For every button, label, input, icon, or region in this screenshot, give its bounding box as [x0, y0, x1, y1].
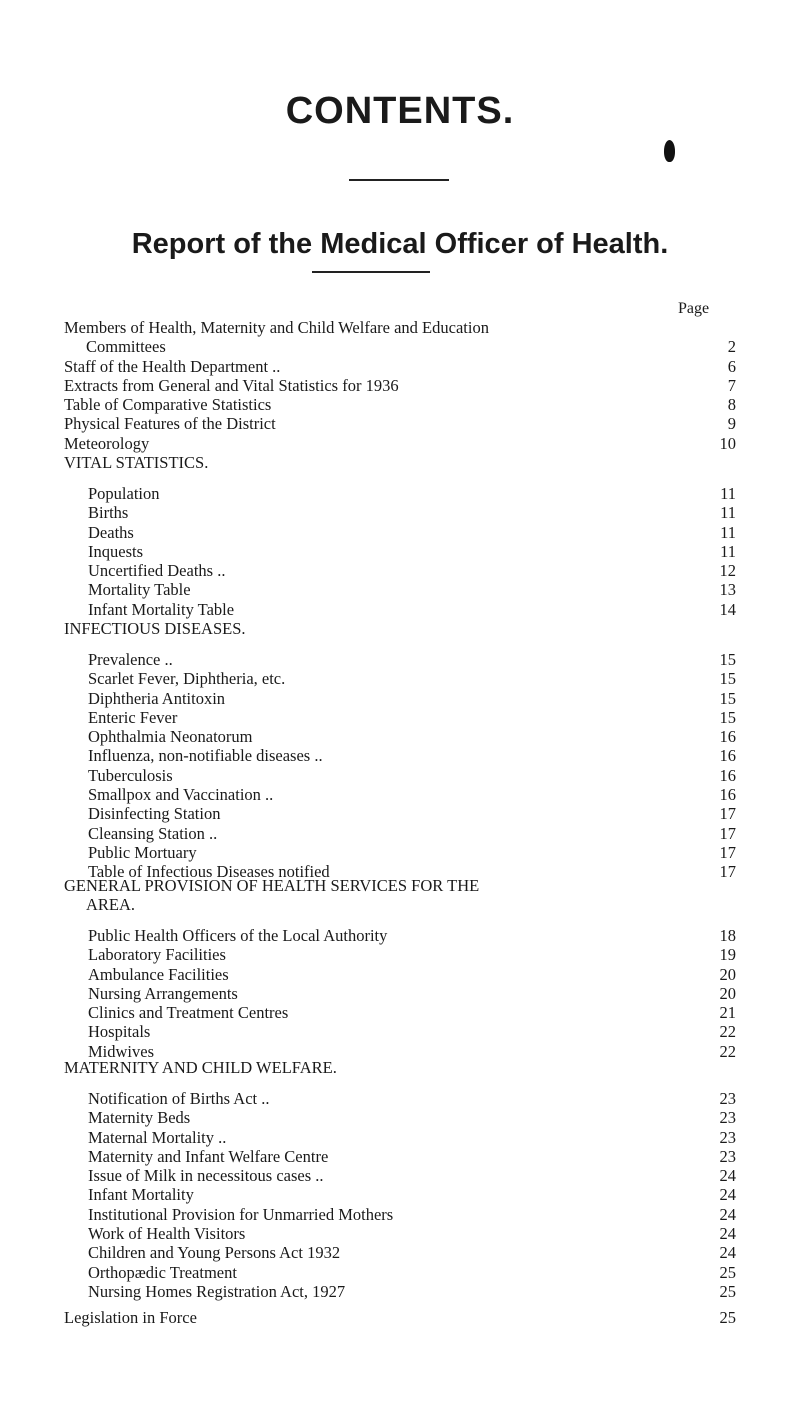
toc-entry-label: Laboratory Facilities	[88, 945, 226, 965]
toc-entry-page: 20	[719, 983, 736, 1003]
toc-entry-page: 21	[719, 1003, 736, 1023]
ink-blot	[664, 140, 675, 162]
toc-entry-page: 18	[719, 926, 736, 945]
section-heading-general	[64, 876, 479, 915]
toc-entry	[64, 1308, 736, 1327]
toc-entry	[64, 434, 736, 453]
toc-entry-page: 23	[719, 1127, 736, 1147]
toc-entry-label: Population	[88, 484, 160, 503]
toc-entry-label: Hospitals	[88, 1022, 151, 1042]
toc-entry	[88, 523, 736, 542]
toc-entry-page: 16	[719, 785, 736, 805]
toc-entry-page: 11	[720, 522, 736, 542]
toc-entry	[64, 414, 736, 433]
toc-entry	[88, 542, 736, 561]
toc-entry-label: Extracts from General and Vital Statistics for 1936	[64, 375, 399, 395]
toc-entry	[88, 689, 736, 708]
toc-entry-label: Maternity Beds	[88, 1108, 191, 1128]
toc-entry-page: 22	[719, 1041, 736, 1061]
divider-rule	[312, 271, 430, 273]
page-column-label: Page	[678, 300, 710, 317]
toc-entry	[88, 600, 736, 619]
toc-entry	[88, 804, 736, 823]
toc-entry	[88, 1022, 736, 1041]
toc-entry-label: Nursing Homes Registration Act, 1927	[88, 1281, 346, 1301]
vital-statistics-list	[88, 484, 736, 619]
toc-entry-label: Uncertified Deaths ..	[88, 561, 226, 581]
toc-entry	[64, 318, 736, 337]
toc-entry-page: 15	[719, 688, 736, 708]
toc-entry	[88, 1166, 736, 1185]
toc-entry-page: 6	[727, 356, 736, 376]
toc-entry-label: Maternal Mortality ..	[88, 1127, 227, 1147]
toc-entry	[88, 561, 736, 580]
toc-entry-page: 13	[719, 580, 736, 600]
toc-entry-page: 23	[719, 1146, 736, 1166]
toc-entry-page: 16	[719, 765, 736, 785]
toc-entry-label: Table of Comparative Statistics	[64, 395, 272, 415]
toc-entry-label: Nursing Arrangements	[88, 983, 238, 1003]
toc-entry-page: 25	[719, 1308, 736, 1327]
toc-entry-label: Committees	[86, 337, 166, 357]
toc-entry-label: Smallpox and Vaccination ..	[88, 785, 274, 805]
toc-entry-label: Prevalence ..	[88, 650, 173, 669]
toc-entry	[88, 503, 736, 522]
toc-entry-label: Infant Mortality Table	[88, 599, 235, 619]
toc-entry	[88, 843, 736, 862]
report-subtitle: Report of the Medical Officer of Health.	[131, 228, 669, 260]
toc-entry	[88, 1205, 736, 1224]
toc-entry	[64, 395, 736, 414]
toc-entry-label: Enteric Fever	[88, 707, 178, 727]
toc-entry	[64, 357, 736, 376]
toc-entry-page: 11	[720, 503, 736, 523]
toc-entry	[88, 580, 736, 599]
toc-entry	[88, 1263, 736, 1282]
toc-entry	[88, 1108, 736, 1127]
toc-entry	[88, 1185, 736, 1204]
toc-entry-page: 17	[719, 842, 736, 862]
toc-entry	[88, 650, 736, 669]
toc-entry-label: Public Mortuary	[88, 842, 197, 862]
toc-entry-page: 24	[719, 1166, 736, 1186]
toc-entry-page: 24	[719, 1224, 736, 1244]
toc-entry-page: 7	[727, 375, 736, 395]
toc-entry-label: Orthopædic Treatment	[88, 1262, 237, 1282]
toc-entry	[88, 926, 736, 945]
toc-entry-page: 14	[719, 599, 736, 619]
toc-entry	[88, 1282, 736, 1301]
toc-entry-label: Table of Infectious Diseases notified	[88, 862, 330, 882]
toc-entry-label: Tuberculosis	[88, 765, 173, 785]
toc-entry	[88, 766, 736, 785]
toc-entry	[88, 1089, 736, 1108]
toc-entry-page: 16	[719, 746, 736, 766]
toc-entry-label: Disinfecting Station	[88, 804, 221, 824]
toc-entry	[88, 824, 736, 843]
toc-entry-label: Deaths	[88, 522, 134, 542]
toc-entry-label: Midwives	[88, 1041, 154, 1061]
toc-entry	[88, 1003, 736, 1022]
toc-entry-page: 25	[719, 1262, 736, 1282]
toc-entry-label: Notification of Births Act ..	[88, 1089, 270, 1108]
toc-entry-label: Diphtheria Antitoxin	[88, 688, 226, 708]
toc-entry-page: 15	[719, 650, 736, 669]
general-provision-list	[88, 926, 736, 1061]
toc-entry	[88, 669, 736, 688]
toc-entry-label: Inquests	[88, 541, 143, 561]
toc-entry-label: Legislation in Force	[64, 1308, 197, 1327]
toc-entry	[64, 376, 736, 395]
toc-entry-page: 16	[719, 727, 736, 747]
toc-entry-page: 25	[719, 1281, 736, 1301]
toc-entry-page: 22	[719, 1022, 736, 1042]
toc-entry-page: 17	[719, 804, 736, 824]
toc-entry-page: 23	[719, 1108, 736, 1128]
toc-entry	[88, 708, 736, 727]
toc-entry-page: 15	[719, 707, 736, 727]
toc-entry	[64, 337, 736, 356]
toc-entry-page: 8	[727, 395, 736, 415]
toc-entry-page: 12	[719, 561, 736, 581]
maternity-welfare-list	[88, 1089, 736, 1301]
toc-entry-label: Infant Mortality	[88, 1185, 194, 1205]
toc-entry-page: 17	[719, 823, 736, 843]
toc-entry	[88, 984, 736, 1003]
section-heading-infectious: INFECTIOUS DISEASES.	[64, 619, 246, 638]
toc-entry-label: Work of Health Visitors	[88, 1224, 246, 1244]
toc-entry-label: Physical Features of the District	[64, 414, 276, 434]
infectious-diseases-list	[88, 650, 736, 882]
toc-entry-page: 9	[727, 414, 736, 434]
toc-entry-page: 11	[720, 541, 736, 561]
toc-entry-label: Issue of Milk in necessitous cases ..	[88, 1166, 324, 1186]
toc-entry-label: Influenza, non-notifiable diseases ..	[88, 746, 323, 766]
contents-heading: CONTENTS.	[285, 90, 515, 132]
section-heading-vital: VITAL STATISTICS.	[64, 453, 209, 472]
toc-entry	[88, 785, 736, 804]
toc-entry-page: 24	[719, 1185, 736, 1205]
toc-entry-label: Clinics and Treatment Centres	[88, 1003, 289, 1023]
front-matter-list	[64, 318, 736, 453]
toc-entry-label: Maternity and Infant Welfare Centre	[88, 1146, 329, 1166]
toc-entry	[88, 1243, 736, 1262]
toc-entry-label: Mortality Table	[88, 580, 191, 600]
toc-entry-label: Ambulance Facilities	[88, 964, 229, 984]
toc-entry	[88, 1224, 736, 1243]
toc-entry	[88, 1147, 736, 1166]
toc-entry-label: Ophthalmia Neonatorum	[88, 727, 253, 747]
toc-entry-page: 24	[719, 1243, 736, 1263]
toc-entry-page: 24	[719, 1204, 736, 1224]
toc-entry-label: Members of Health, Maternity and Child Welfare and Education	[64, 318, 489, 337]
toc-entry-page: 10	[719, 433, 736, 453]
toc-entry-label: Scarlet Fever, Diphtheria, etc.	[88, 669, 286, 689]
toc-entry	[88, 1128, 736, 1147]
toc-entry-page: 2	[727, 337, 736, 357]
section-heading-maternity: MATERNITY AND CHILD WELFARE.	[64, 1058, 337, 1077]
toc-entry-label: Public Health Officers of the Local Authority	[88, 926, 388, 945]
section-heading-line: GENERAL PROVISION OF HEALTH SERVICES FOR THE	[64, 876, 480, 895]
toc-entry-label: Meteorology	[64, 433, 150, 453]
toc-entry-page: 20	[719, 964, 736, 984]
toc-entry	[88, 484, 736, 503]
toc-entry	[88, 746, 736, 765]
toc-entry-page: 15	[719, 669, 736, 689]
toc-entry	[88, 945, 736, 964]
toc-entry-label: Cleansing Station ..	[88, 823, 218, 843]
toc-entry-label: Staff of the Health Department ..	[64, 356, 281, 376]
toc-entry-label: Institutional Provision for Unmarried Mothers	[88, 1204, 394, 1224]
toc-entry	[88, 727, 736, 746]
toc-entry-page: 17	[719, 862, 736, 882]
toc-entry-page: 19	[719, 945, 736, 965]
toc-entry-label: Births	[88, 503, 129, 523]
toc-entry-page: 23	[719, 1089, 736, 1108]
section-heading-line: AREA.	[86, 895, 136, 915]
toc-entry-page: 11	[720, 484, 736, 503]
toc-entry-label: Children and Young Persons Act 1932	[88, 1243, 341, 1263]
legislation-entry	[64, 1308, 736, 1327]
divider-rule	[349, 179, 449, 181]
toc-entry	[88, 965, 736, 984]
